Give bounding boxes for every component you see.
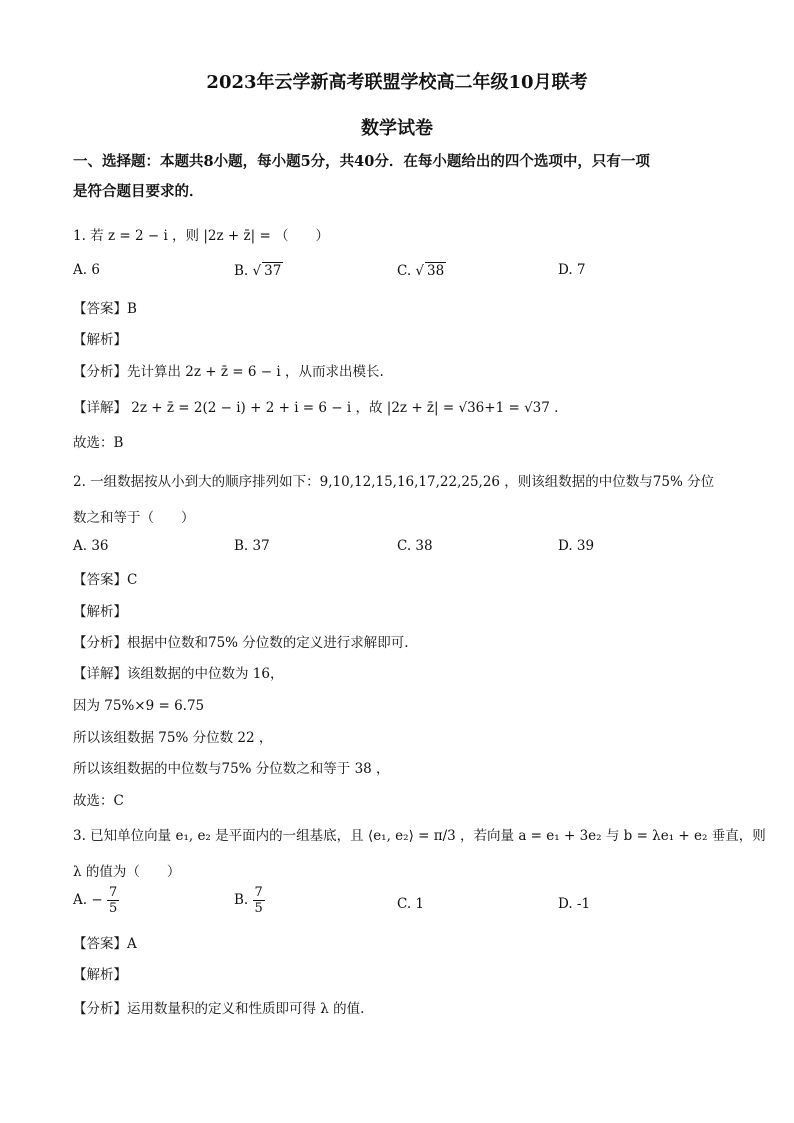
q3-option-b xyxy=(234,885,265,916)
q1-option-c-radicand: 38 xyxy=(427,263,445,279)
q1-stem: 1. 若 z = 2 − i ，则 |2z + z̄| = （ ） xyxy=(73,228,330,244)
q2-choice: 故选：C xyxy=(73,793,124,809)
q3-answer: 【答案】A xyxy=(73,936,137,952)
q3-option-a-denominator: 5 xyxy=(108,901,118,916)
q3-analysis-heading: 【解析】 xyxy=(73,967,127,983)
q1-answer: 【答案】B xyxy=(73,301,137,317)
section-heading xyxy=(73,147,723,207)
q3-option-a-fraction xyxy=(107,885,119,916)
q3-option-d: D. -1 xyxy=(558,896,591,912)
q1-choice: 故选：B xyxy=(73,435,124,451)
q2-analysis-heading: 【解析】 xyxy=(73,604,127,620)
q3-stem-line-1: 3. 已知单位向量 e₁, e₂ 是平面内的一组基底，且 ⟨e₁, e₂⟩ = π/3 ，若向量 a = e₁ + 3e₂ 与 b = λe₁ + e₂ 垂直，则 xyxy=(73,828,766,844)
page-title: 2023年云学新高考联盟学校高二年级10月联考 xyxy=(206,72,588,93)
q3-option-b-fraction xyxy=(253,885,265,916)
q1-option-c-label: C. xyxy=(397,263,412,279)
q2-option-b: B. 37 xyxy=(234,538,270,554)
q1-option-b-label: B. xyxy=(234,263,249,279)
q3-option-a-numerator: 7 xyxy=(108,885,118,900)
q2-stem-line-2: 数之和等于（ ） xyxy=(73,510,195,526)
q1-option-a: A. 6 xyxy=(73,262,100,278)
q3-option-c: C. 1 xyxy=(397,896,425,912)
q1-option-b: B. √ 37 xyxy=(234,263,282,279)
q1-xiangjie: 【详解】 2z + z̄ = 2(2 − i) + 2 + i = 6 − i ，故 |2z + z̄| = √36+1 = √37 . xyxy=(73,400,559,416)
q2-line-3: 所以该组数据的中位数与75% 分位数之和等于 38 ， xyxy=(73,761,390,777)
q1-analysis-heading: 【解析】 xyxy=(73,332,127,348)
q2-option-d: D. 39 xyxy=(558,538,595,554)
q2-line-1: 因为 75%×9 = 6.75 xyxy=(73,698,205,714)
q2-fenxi: 【分析】根据中位数和75% 分位数的定义进行求解即可. xyxy=(73,635,409,651)
q1-option-b-radicand: 37 xyxy=(264,263,282,279)
q3-option-a-label: A. − xyxy=(73,892,103,908)
q2-xiangjie: 【详解】该组数据的中位数为 16， xyxy=(73,666,284,682)
q1-fenxi: 【分析】先计算出 2z + z̄ = 6 − i ，从而求出模长. xyxy=(73,364,384,380)
q3-option-b-numerator: 7 xyxy=(254,885,263,900)
section-line-2: 是符合题目要求的． xyxy=(73,183,204,200)
q3-fenxi: 【分析】运用数量积的定义和性质即可得 λ 的值. xyxy=(73,1001,365,1017)
page-subtitle: 数学试卷 xyxy=(361,118,433,139)
q3-option-b-denominator: 5 xyxy=(254,901,263,916)
section-line-1: 一、选择题：本题共8小题，每小题5分，共40分．在每小题给出的四个选项中，只有一项 xyxy=(73,153,650,170)
q1-option-d: D. 7 xyxy=(558,262,586,278)
q3-option-b-label: B. xyxy=(234,892,249,908)
q2-option-a: A. 36 xyxy=(73,538,109,554)
q2-line-2: 所以该组数据 75% 分位数 22 ， xyxy=(73,730,273,746)
q2-answer: 【答案】C xyxy=(73,572,138,588)
q3-option-a xyxy=(73,885,119,916)
q2-option-c: C. 38 xyxy=(397,538,433,554)
q3-stem-line-2: λ 的值为（ ） xyxy=(73,864,181,880)
q2-stem-line-1: 2. 一组数据按从小到大的顺序排列如下：9,10,12,15,16,17,22,25,26 ，则该组数据的中位数与75% 分位 xyxy=(73,474,715,490)
q1-option-c: C. √ 38 xyxy=(397,263,445,279)
